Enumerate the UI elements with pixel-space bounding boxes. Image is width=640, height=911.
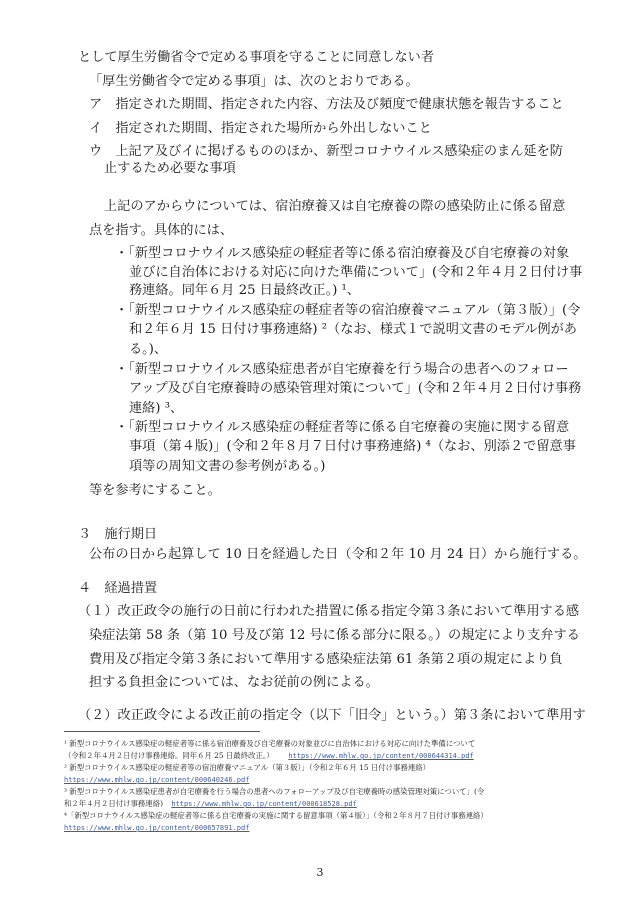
footnote-separator [64, 731, 260, 732]
footnote-1-line-2 [64, 751, 474, 761]
footnote-4-line-1: ⁴「新型コロナウイルス感染症の軽症者等に係る自宅療養の実施に関する留意事項（第４版）」（令和２年８月７日付け事務連絡） [64, 811, 488, 820]
bullet-2-line-2: 和２年６月 15 日付け事務連絡) ²（なお、様式１で説明文書のモデル例があ [129, 322, 577, 337]
section-4-item-1-line-4: 担する負担金については、なお従前の例による。 [89, 675, 379, 690]
list-item-u: ウ 上記ア及びイに掲げるもののほか、新型コロナウイルス感染症のまん延を防 [89, 144, 563, 159]
footnote-3-link[interactable]: https://www.mhlw.go.jp/content/000618528.pdf [171, 800, 357, 808]
footnote-1-text: （令和２年４月２日付け事務連絡。同年６月 25 日最終改正。） [64, 751, 274, 760]
section-3-body: 公布の日から起算して 10 日を経過した日（令和２年 10 月 24 日）から施行する。 [89, 547, 587, 562]
section-4-item-1-line-2: 染症法第 58 条（第 10 号及び第 12 号に係る部分に限る。）の規定により支弁する [89, 628, 580, 643]
footnote-3-line-2 [64, 799, 357, 809]
footnote-2-line-2 [64, 775, 249, 785]
list-item-u-cont: 止するため必要な事項 [104, 161, 236, 176]
footnote-3-text: 和２年４月２日付け事務連絡) [64, 799, 163, 808]
bullet-1-line-3: 務連絡。同年６月 25 日最終改正。) ¹、 [129, 283, 360, 298]
footnote-4-line-2 [64, 823, 249, 833]
footnote-2-link[interactable]: https://www.mhlw.go.jp/content/000640246.pdf [64, 776, 250, 784]
footnote-2-line-1: ² 新型コロナウイルス感染症の軽症者等の宿泊療養マニュアル（第３版）」（令和２年６月 15 日付け事務連絡） [64, 763, 431, 772]
footnote-1-line-1: ¹ 新型コロナウイルス感染症の軽症者等に係る宿泊療養及び自宅療養の対象並びに自治体における対応に向けた準備について [64, 739, 476, 748]
para-end: 等を参考にすること。 [89, 483, 221, 498]
bullet-4-line-3: 項等の周知文書の参考例がある。) [129, 459, 326, 474]
bullet-1-line-2: 並びに自治体における対応に向けた準備について」(令和２年４月２日付け事 [129, 265, 583, 280]
section-4-item-2: （２）改正政令による改正前の指定令（以下「旧令」という。）第３条において準用す [78, 708, 586, 723]
list-item-a: ア 指定された期間、指定された内容、方法及び頻度で健康状態を報告すること [89, 97, 564, 112]
bullet-4-line-2: 事項（第４版)」(令和２年８月７日付け事務連絡) ⁴（なお、別添２で留意事 [129, 439, 576, 454]
bullet-4-line-1: ・「新型コロナウイルス感染症の軽症者等に係る自宅療養の実施に関する留意 [115, 420, 570, 435]
para-line-1: 上記のアからウについては、宿泊療養又は自宅療養の際の感染防止に係る留意 [104, 199, 566, 214]
intro-line-2: 「厚生労働省令で定める事項」は、次のとおりである。 [89, 74, 419, 89]
bullet-2-line-1: ・「新型コロナウイルス感染症の軽症者等の宿泊療養マニュアル（第３版）」(令 [115, 303, 581, 318]
section-4-item-1-line-1: （１）改正政令の施行の日前に行われた措置に係る指定令第３条において準用する感 [78, 604, 580, 619]
intro-line-1: として厚生労働省令で定める事項を守ることに同意しない者 [78, 50, 435, 65]
bullet-3-line-2: アップ及び自宅療養時の感染管理対策について」(令和２年４月２日付け事務 [129, 381, 582, 396]
section-3-heading: ３ 施行期日 [78, 527, 158, 542]
bullet-2-line-3: る。)、 [129, 342, 168, 357]
bullet-3-line-3: 連絡) ³、 [129, 401, 184, 416]
para-line-2: 点を指す。具体的には、 [89, 223, 234, 238]
footnote-1-link[interactable]: https://www.mhlw.go.jp/content/000644314.pdf [288, 752, 474, 760]
section-4-item-1-line-3: 費用及び指定令第３条において準用する感染症法第 61 条第２項の規定により負 [89, 652, 563, 667]
page-number: 3 [316, 866, 324, 879]
footnote-4-link[interactable]: https://www.mhlw.go.jp/content/000657891.pdf [64, 824, 250, 832]
list-item-i: イ 指定された期間、指定された場所から外出しないこと [89, 121, 432, 136]
footnote-3-line-1: ³ 新型コロナウイルス感染症患者が自宅療養を行う場合の患者へのフォローアップ及び自宅療養時の感染管理対策について」(令 [64, 787, 485, 796]
bullet-3-line-1: ・「新型コロナウイルス感染症患者が自宅療養を行う場合の患者へのフォロー [115, 362, 569, 377]
bullet-1-line-1: ・「新型コロナウイルス感染症の軽症者等に係る宿泊療養及び自宅療養の対象 [115, 246, 570, 261]
section-4-heading: ４ 経過措置 [78, 581, 158, 596]
